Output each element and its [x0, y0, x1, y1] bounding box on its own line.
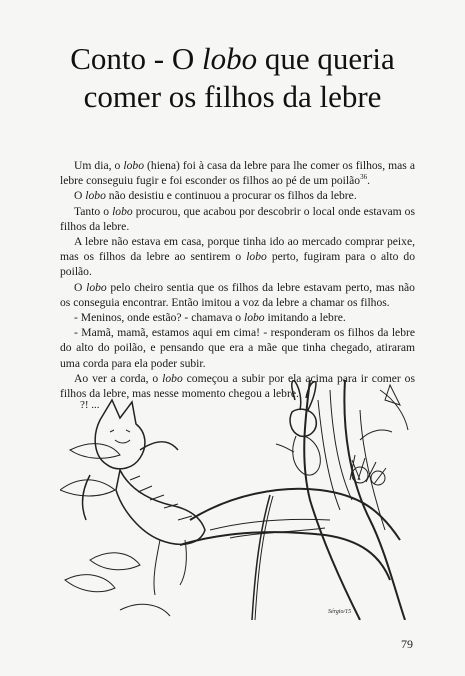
paragraph	[60, 204, 415, 234]
title-part2: que queria	[257, 41, 395, 76]
text-run: procurou, que acabou por descobrir o local onde estavam os filhos da lebre.	[60, 204, 415, 233]
story-text	[60, 158, 415, 401]
paragraph	[60, 188, 415, 203]
text-run: O	[74, 280, 87, 294]
paragraph	[60, 158, 415, 188]
italic-word: lobo	[123, 159, 145, 172]
text-run: A lebre não estava em casa, porque tinha ido ao mercado comprar peixe, mas os filhos da lebre ao sentirem o	[60, 235, 415, 264]
page-title	[30, 40, 435, 116]
italic-word: lobo	[246, 250, 267, 264]
page-number: 79	[401, 637, 413, 651]
artist-signature: Sérgio/15	[328, 609, 352, 615]
text-run: O	[74, 189, 86, 203]
title-part1: Conto - O	[70, 41, 202, 76]
text-run: perto, fugiram para o alto do poilão.	[60, 250, 415, 279]
title-line2: comer os filhos da lebre	[83, 79, 382, 114]
text-run: Ao ver a corda, o	[74, 371, 163, 385]
title-italic-word: lobo	[201, 41, 258, 76]
text-run: - Mamã, mamã, estamos aqui em cima! - responderam os filhos da lebre do alto do poilão, e pensando que era a mãe que tinha chegado, atiraram uma corda para ela poder subir.	[60, 326, 415, 370]
text-run: Um dia, o	[74, 159, 124, 172]
text-run: Tanto o	[74, 204, 113, 218]
text-run: começou a subir por ela acima para ir comer os filhos da lebre, mas nesse momento chegou a lebre.	[60, 371, 415, 401]
footnote-ref: 36	[360, 173, 368, 182]
text-run: - Meninos, onde estão? - chamava o	[74, 311, 244, 325]
italic-word: lobo	[162, 371, 183, 385]
italic-word: lobo	[86, 280, 107, 294]
text-run: pelo cheiro sentia que os filhos da lebre estavam perto, mas não os conseguia encontrar. Então imitou a voz da lebre a chamar os filhos.	[60, 280, 415, 309]
paragraph	[60, 280, 415, 310]
story-illustration	[60, 380, 420, 620]
italic-word: lobo	[85, 189, 106, 203]
text-run: imitando a lebre.	[264, 311, 346, 325]
illustration-speech-text: ?! ...	[80, 399, 100, 411]
paragraph	[60, 325, 415, 371]
text-run: .	[367, 174, 370, 188]
paragraph	[60, 310, 415, 325]
paragraph	[60, 234, 415, 280]
text-run: (hiena) foi à casa da lebre para lhe comer os filhos, mas a lebre conseguiu fugir e foi esconder os filhos ao pé de um poilão	[60, 159, 415, 188]
text-run: não desistiu e continuou a procurar os filhos da lebre.	[105, 189, 357, 203]
italic-word: lobo	[112, 204, 133, 218]
italic-word: lobo	[243, 311, 265, 325]
